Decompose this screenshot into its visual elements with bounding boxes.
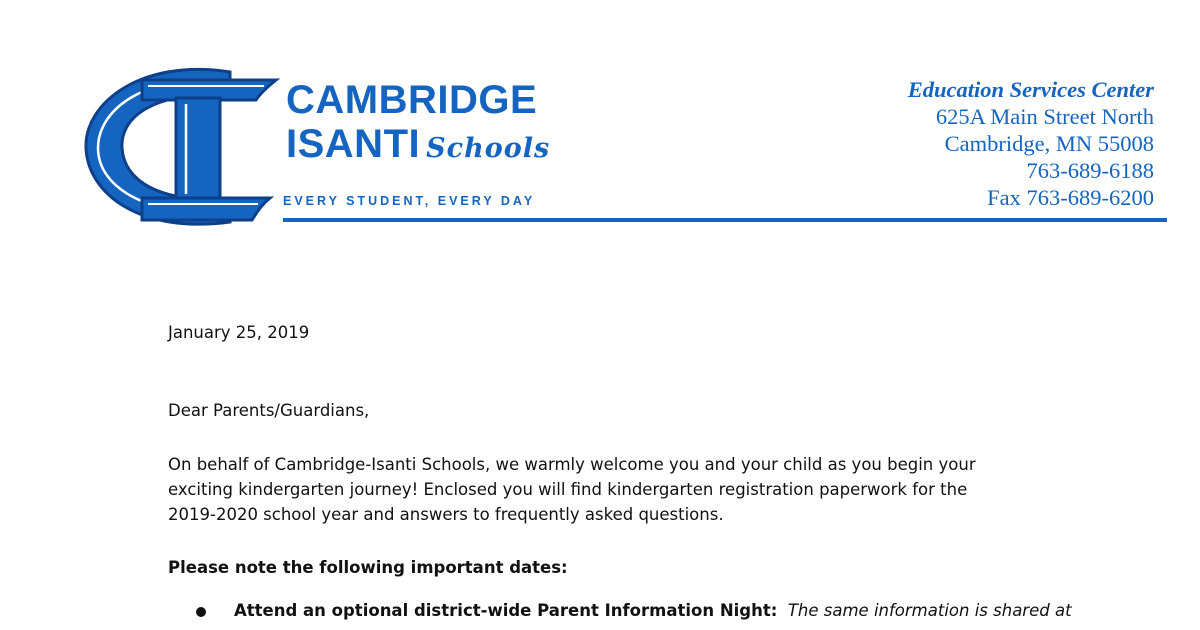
fax-number: Fax 763-689-6200 xyxy=(987,185,1154,210)
district-name-script: Schools xyxy=(426,133,551,164)
district-name xyxy=(286,80,550,164)
list-item xyxy=(196,598,1096,623)
district-logo-emblem xyxy=(80,64,280,230)
letter-greeting: Dear Parents/Guardians, xyxy=(168,401,370,420)
letter-intro-paragraph xyxy=(168,452,1068,527)
street-address: 625A Main Street North xyxy=(935,104,1154,129)
city-state-zip: Cambridge, MN 55008 xyxy=(944,131,1154,156)
intro-line: On behalf of Cambridge-Isanti Schools, we warmly welcome you and your child as you begin your xyxy=(168,455,976,474)
intro-line: exciting kindergarten journey! Enclosed you will find kindergarten registration paperwork for the xyxy=(168,480,968,499)
district-name-line2: ISANTI xyxy=(286,122,421,166)
letter-date: January 25, 2019 xyxy=(168,323,310,342)
header-divider xyxy=(283,218,1167,222)
district-tagline: EVERY STUDENT, EVERY DAY xyxy=(283,194,536,208)
bullet-detail: The same information is shared at xyxy=(787,601,1072,620)
intro-line: 2019-2020 school year and answers to frequently asked questions. xyxy=(168,505,724,524)
bullet-icon xyxy=(196,607,206,617)
district-name-line1: CAMBRIDGE xyxy=(286,78,538,122)
district-name-line2-wrap xyxy=(286,124,550,164)
important-dates-heading: Please note the following important dates: xyxy=(168,558,568,577)
address-block xyxy=(908,76,1154,211)
office-name: Education Services Center xyxy=(907,77,1154,102)
bullet-lead: Attend an optional district-wide Parent Information Night: xyxy=(234,601,778,620)
phone-number: 763-689-6188 xyxy=(1026,158,1154,183)
